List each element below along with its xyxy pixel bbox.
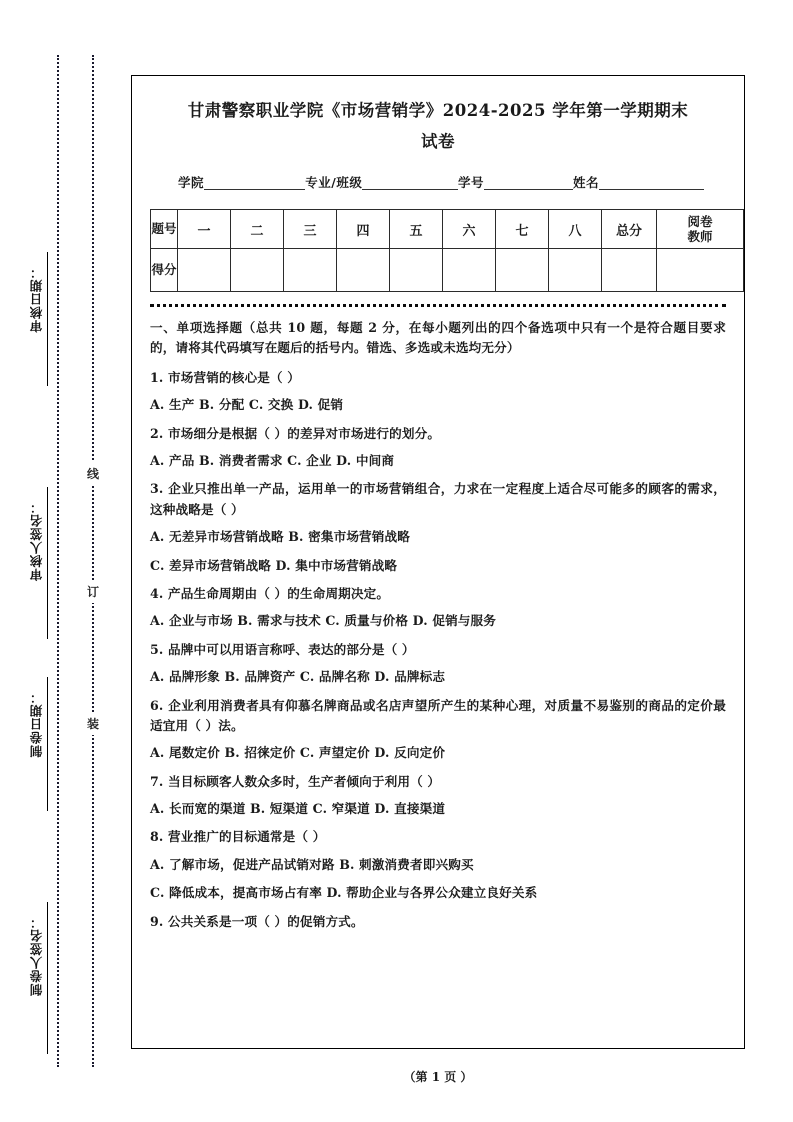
score-cell-2[interactable] (231, 249, 284, 292)
table-row-scores (151, 249, 744, 292)
exam-title-line2: 试卷 (421, 131, 455, 151)
question-7-options[interactable]: A. 长而宽的渠道 B. 短渠道 C. 窄渠道 D. 直接渠道 (150, 801, 446, 817)
score-cell-5[interactable] (390, 249, 443, 292)
question-1-stem: 1. 市场营销的核心是（ ） (150, 369, 300, 385)
binding-dotted-line-outer (57, 55, 59, 1067)
student-id-label: 学号 (457, 175, 484, 191)
grading-teacher-header (657, 210, 744, 249)
column-header-1: 一 (178, 210, 231, 249)
question-5-options[interactable]: A. 品牌形象 B. 品牌资产 C. 品牌名称 D. 品牌标志 (150, 669, 446, 685)
page-title (154, 96, 722, 157)
score-row-header: 得分 (151, 249, 178, 292)
name-input[interactable] (599, 176, 704, 190)
exam-title-line1: 甘肃警察职业学院《市场营销学》2024‑2025 学年第一学期期末 (187, 101, 689, 120)
grading-teacher-cell[interactable] (657, 249, 744, 292)
college-input[interactable] (204, 176, 305, 190)
creator-signature-rule (47, 902, 48, 1054)
question-4-options[interactable]: A. 企业与市场 B. 需求与技术 C. 质量与价格 D. 促销与服务 (150, 613, 497, 629)
column-header-4: 四 (337, 210, 390, 249)
binding-char-bind: 装 (84, 712, 102, 735)
question-3-options-line1[interactable]: A. 无差异市场营销战略 B. 密集市场营销战略 (150, 529, 411, 545)
score-cell-8[interactable] (549, 249, 602, 292)
question-3-stem: 3. 企业只推出单一产品，运用单一的市场营销组合，力求在一定程度上适合尽可能多的顾客的需求，这种战略是（ ） (150, 481, 726, 517)
question-body (150, 318, 726, 932)
student-id-input[interactable] (484, 176, 573, 190)
question-9-stem: 9. 公共关系是一项（ ）的促销方式。 (150, 913, 364, 929)
score-cell-6[interactable] (443, 249, 496, 292)
creation-date-label: 制卷日期： (29, 690, 44, 758)
grading-teacher-header-line2: 教师 (687, 229, 713, 245)
question-1-options[interactable]: A. 生产 B. 分配 C. 交换 D. 促销 (150, 397, 344, 413)
major-class-label: 专业/班级 (305, 175, 363, 191)
column-header-8: 八 (549, 210, 602, 249)
exam-sheet (131, 75, 745, 1049)
total-score-cell[interactable] (602, 249, 657, 292)
column-header-6: 六 (443, 210, 496, 249)
college-label: 学院 (178, 175, 205, 191)
grading-teacher-header-line1: 阅卷 (687, 214, 713, 230)
question-4-stem: 4. 产品生命周期由（ ）的生命周期决定。 (150, 585, 390, 601)
score-table (150, 209, 744, 292)
student-identity-fields (150, 173, 726, 191)
reviewer-signature-label: 审核人签名： (29, 500, 44, 581)
binding-char-line: 线 (84, 462, 102, 485)
question-7-stem: 7. 当目标顾客人数众多时，生产者倾向于利用（ ） (150, 773, 441, 789)
section-heading: 一、单项选择题（总共 10 题，每题 2 分，在每小题列出的四个备选项中只有一个是符合题目要求的，请将其代码填写在题后的括号内。错选、多选或未选均无分） (150, 320, 726, 356)
table-row-question-numbers (151, 210, 744, 249)
question-6-stem: 6. 企业利用消费者具有仰慕名牌商品或名店声望所产生的某种心理，对质量不易鉴别的商品的定价最适宜用（ ）法。 (150, 697, 726, 733)
score-cell-1[interactable] (178, 249, 231, 292)
score-cell-7[interactable] (496, 249, 549, 292)
column-header-3: 三 (284, 210, 337, 249)
left-margin-annotations (0, 0, 130, 1122)
question-2-stem: 2. 市场细分是根据（ ）的差异对市场进行的划分。 (150, 425, 441, 441)
score-cell-3[interactable] (284, 249, 337, 292)
review-date-label: 审核日期： (29, 265, 44, 333)
question-number-header (151, 210, 178, 249)
question-6-options[interactable]: A. 尾数定价 B. 招徕定价 C. 声望定价 D. 反向定价 (150, 745, 446, 761)
question-8-options-line2[interactable]: C. 降低成本，提高市场占有率 D. 帮助企业与各界公众建立良好关系 (150, 885, 538, 901)
name-label: 姓名 (573, 175, 600, 191)
page-footer: （第 1 页 ） (403, 1070, 473, 1084)
question-5-stem: 5. 品牌中可以用语言称呼、表达的部分是（ ） (150, 641, 415, 657)
reviewer-signature-rule (47, 487, 48, 639)
review-date-rule (47, 252, 48, 386)
question-number-header-text: 题号 (151, 221, 177, 237)
question-2-options[interactable]: A. 产品 B. 消费者需求 C. 企业 D. 中间商 (150, 452, 395, 468)
column-header-2: 二 (231, 210, 284, 249)
question-8-options-line1[interactable]: A. 了解市场，促进产品试销对路 B. 刺激消费者即兴购买 (150, 856, 474, 872)
binding-char-staple: 订 (84, 580, 102, 603)
column-header-5: 五 (390, 210, 443, 249)
creator-signature-label: 制卷人签名： (29, 915, 44, 996)
binding-dotted-line-inner (92, 55, 94, 1067)
major-class-input[interactable] (362, 176, 458, 190)
question-8-stem: 8. 营业推广的目标通常是（ ） (150, 829, 326, 845)
section-divider (150, 304, 726, 307)
question-3-options-line2[interactable]: C. 差异市场营销战略 D. 集中市场营销战略 (150, 557, 398, 573)
total-score-header: 总分 (602, 210, 657, 249)
creation-date-rule (47, 677, 48, 811)
column-header-7: 七 (496, 210, 549, 249)
score-cell-4[interactable] (337, 249, 390, 292)
